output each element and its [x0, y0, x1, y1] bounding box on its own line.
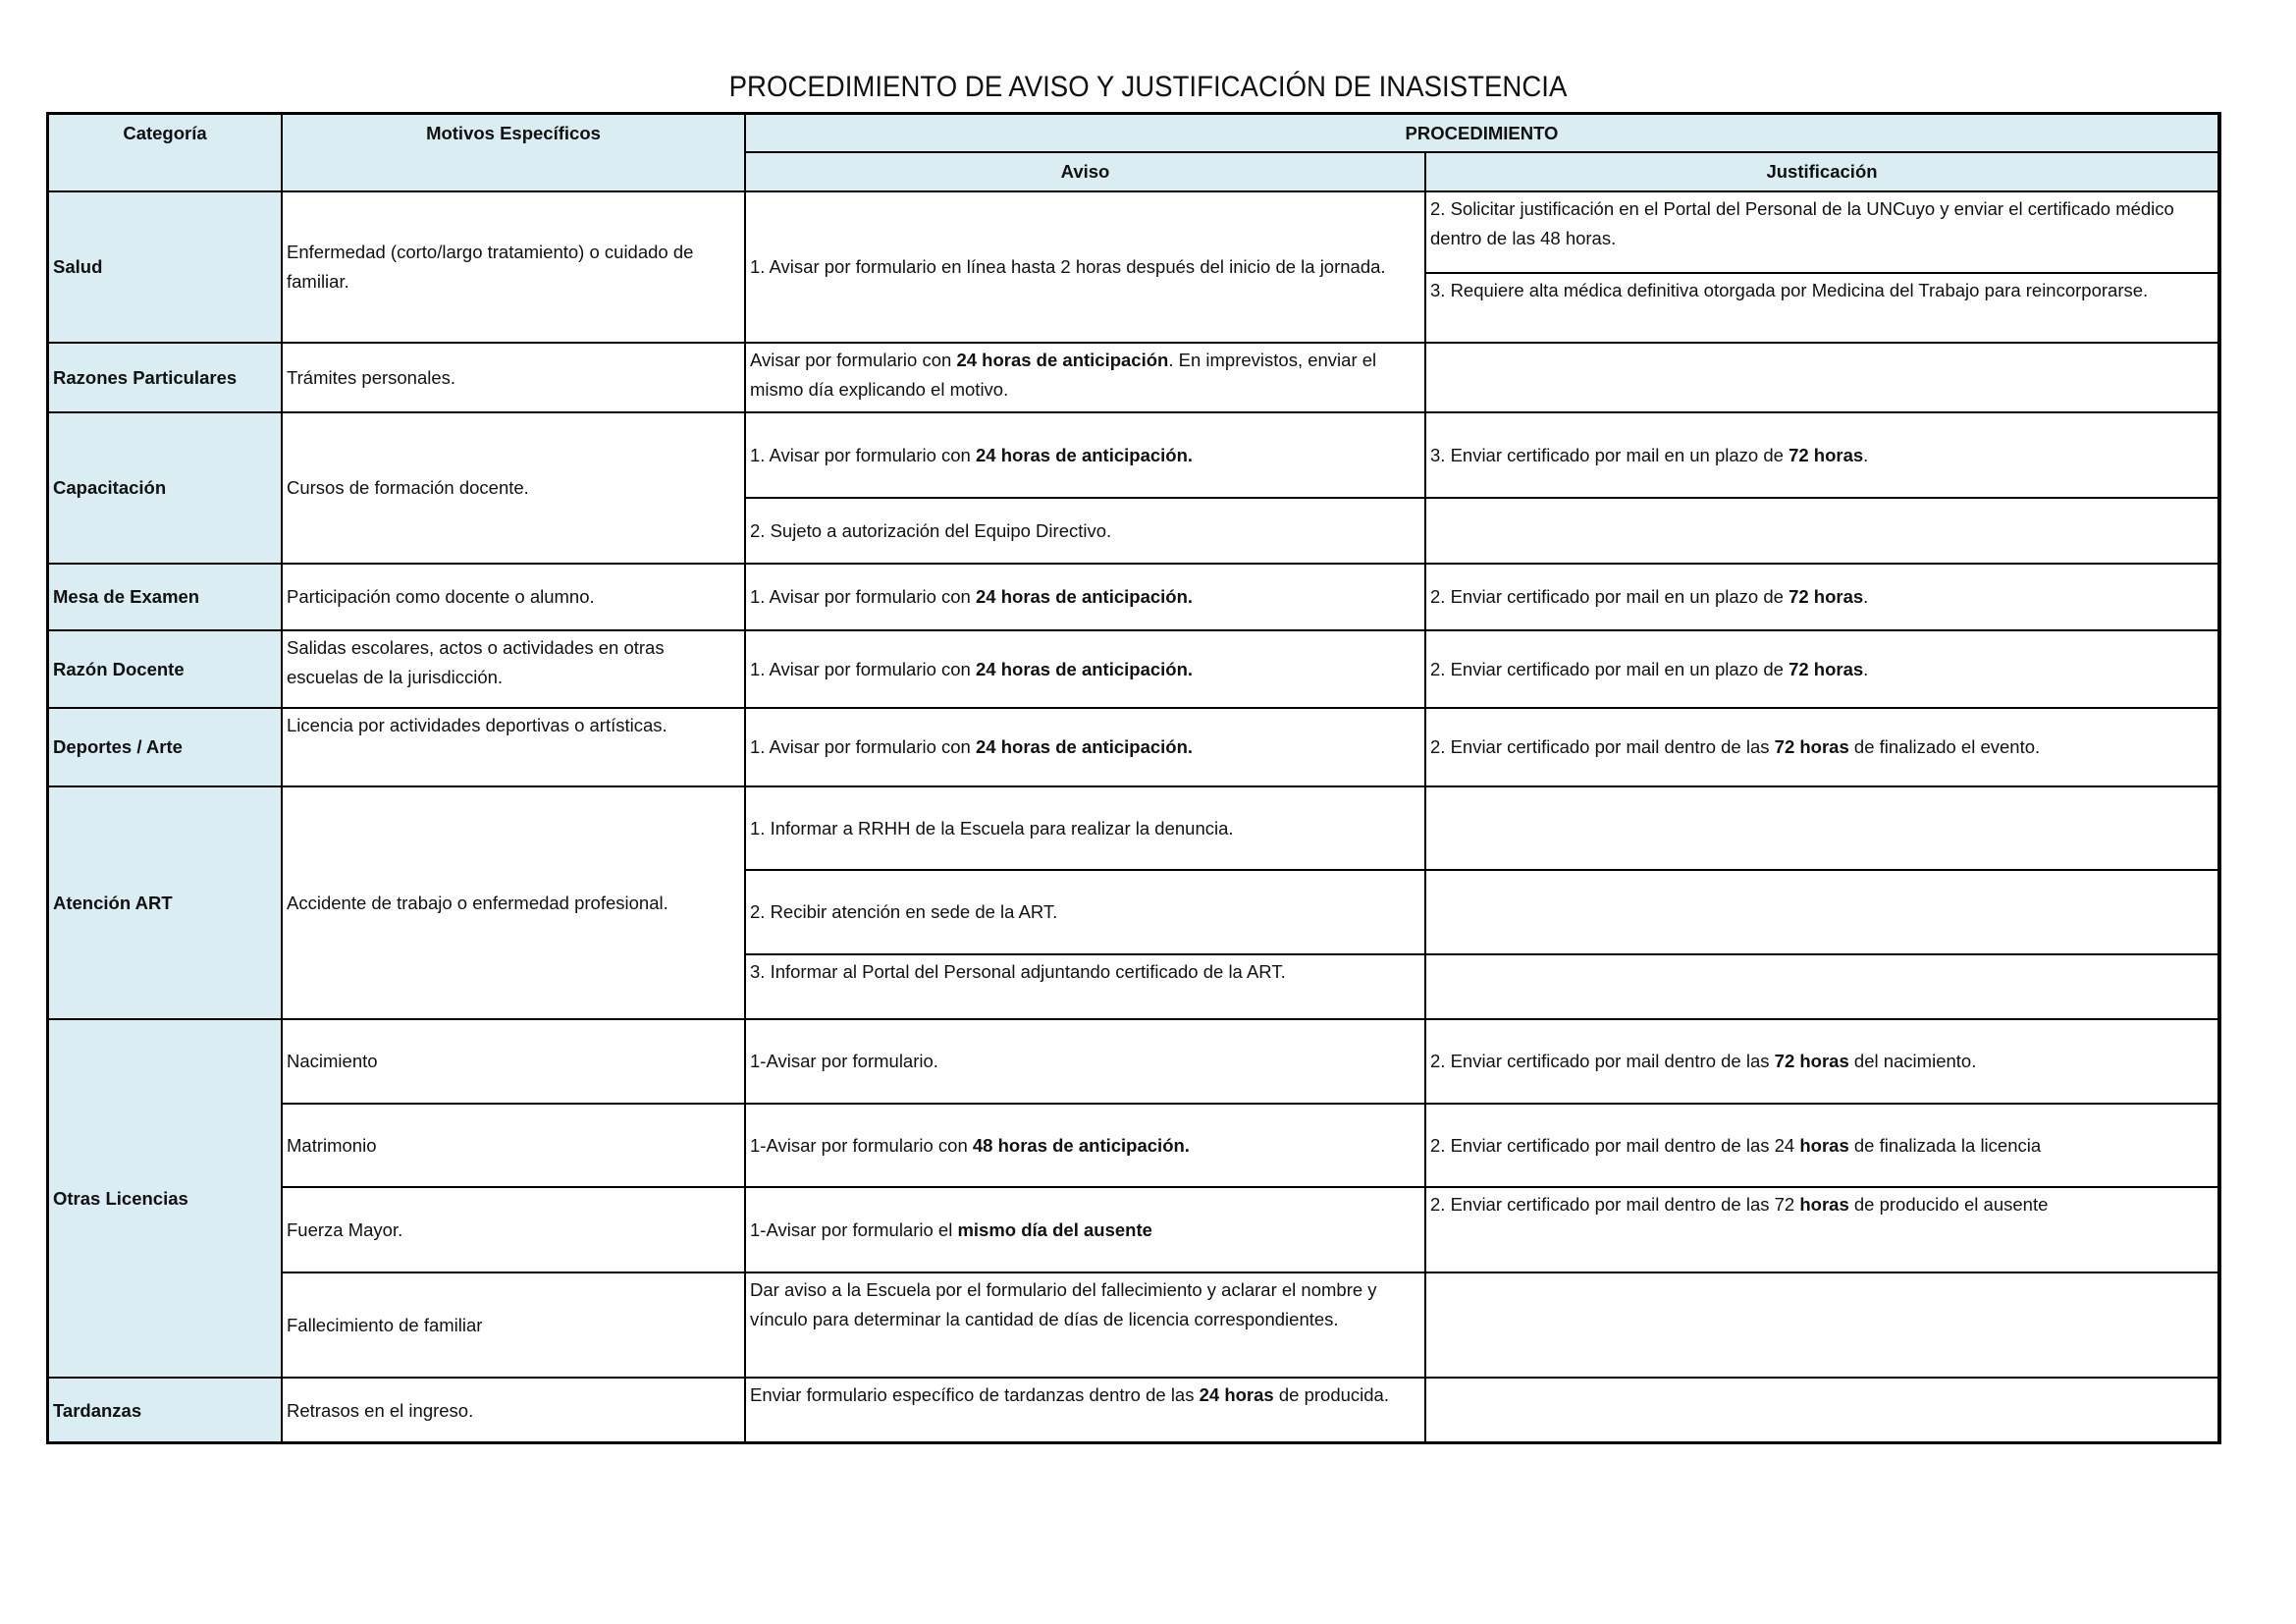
justificacion-deportes: 2. Enviar certificado por mail dentro de las 72 horas de finalizado el evento.	[1424, 707, 2219, 787]
motivo-fallecimiento: Fallecimiento de familiar	[281, 1272, 746, 1379]
justificacion-art-2	[1424, 869, 2219, 955]
aviso-capacitacion-1: 1. Avisar por formulario con 24 horas de anticipación.	[744, 411, 1426, 499]
aviso-matrimonio: 1-Avisar por formulario con 48 horas de anticipación.	[744, 1103, 1426, 1188]
category-art: Atención ART	[47, 785, 283, 1020]
justificacion-mesa: 2. Enviar certificado por mail en un plazo de 72 horas.	[1424, 563, 2219, 631]
aviso-art-2: 2. Recibir atención en sede de la ART.	[744, 869, 1426, 955]
motivo-salud: Enfermedad (corto/largo tratamiento) o cuidado de familiar.	[281, 190, 746, 344]
justificacion-art-3	[1424, 953, 2219, 1020]
motivo-art: Accidente de trabajo o enfermedad profesional.	[281, 785, 746, 1020]
category-tardanzas: Tardanzas	[47, 1377, 283, 1444]
aviso-docente: 1. Avisar por formulario con 24 horas de anticipación.	[744, 629, 1426, 709]
justificacion-salud-2: 3. Requiere alta médica definitiva otorgada por Medicina del Trabajo para reincorporarse.	[1424, 272, 2219, 344]
aviso-mesa: 1. Avisar por formulario con 24 horas de anticipación.	[744, 563, 1426, 631]
justificacion-docente: 2. Enviar certificado por mail en un plazo de 72 horas.	[1424, 629, 2219, 709]
category-docente: Razón Docente	[47, 629, 283, 709]
motivo-fuerza-mayor: Fuerza Mayor.	[281, 1186, 746, 1273]
header-aviso: Aviso	[744, 151, 1426, 192]
aviso-salud: 1. Avisar por formulario en línea hasta 2 horas después del inicio de la jornada.	[744, 190, 1426, 344]
document-title: PROCEDIMIENTO DE AVISO Y JUSTIFICACIÓN DE INASISTENCIA	[728, 71, 1568, 103]
justificacion-salud-1: 2. Solicitar justificación en el Portal del Personal de la UNCuyo y enviar el certificado médico dentro de las 48 horas.	[1424, 190, 2219, 274]
motivo-matrimonio: Matrimonio	[281, 1103, 746, 1188]
aviso-art-3: 3. Informar al Portal del Personal adjuntando certificado de la ART.	[744, 953, 1426, 1020]
header-motivos: Motivos Específicos	[281, 113, 746, 192]
motivo-razones: Trámites personales.	[281, 342, 746, 413]
aviso-fuerza-mayor: 1-Avisar por formulario el mismo día del ausente	[744, 1186, 1426, 1273]
aviso-capacitacion-2: 2. Sujeto a autorización del Equipo Directivo.	[744, 497, 1426, 565]
aviso-fallecimiento: Dar aviso a la Escuela por el formulario del fallecimiento y aclarar el nombre y vínculo para determinar la cantidad de días de licencia correspondientes.	[744, 1272, 1426, 1379]
category-deportes: Deportes / Arte	[47, 707, 283, 787]
category-razones: Razones Particulares	[47, 342, 283, 413]
motivo-docente: Salidas escolares, actos o actividades en otras escuelas de la jurisdicción.	[281, 629, 746, 709]
aviso-razones: Avisar por formulario con 24 horas de anticipación. En imprevistos, enviar el mismo día explicando el motivo.	[744, 342, 1426, 413]
category-mesa: Mesa de Examen	[47, 563, 283, 631]
justificacion-capacitacion-1: 3. Enviar certificado por mail en un plazo de 72 horas.	[1424, 411, 2219, 499]
aviso-deportes: 1. Avisar por formulario con 24 horas de anticipación.	[744, 707, 1426, 787]
header-categoria: Categoría	[47, 113, 283, 192]
justificacion-fallecimiento	[1424, 1272, 2219, 1379]
header-justificacion: Justificación	[1424, 151, 2219, 192]
justificacion-capacitacion-2	[1424, 497, 2219, 565]
justificacion-matrimonio: 2. Enviar certificado por mail dentro de las 24 horas de finalizada la licencia	[1424, 1103, 2219, 1188]
aviso-tardanzas: Enviar formulario específico de tardanzas dentro de las 24 horas de producida.	[744, 1377, 1426, 1444]
aviso-art-1: 1. Informar a RRHH de la Escuela para realizar la denuncia.	[744, 785, 1426, 871]
justificacion-nacimiento: 2. Enviar certificado por mail dentro de las 72 horas del nacimiento.	[1424, 1018, 2219, 1105]
justificacion-fuerza-mayor: 2. Enviar certificado por mail dentro de las 72 horas de producido el ausente	[1424, 1186, 2219, 1273]
category-salud: Salud	[47, 190, 283, 344]
aviso-nacimiento: 1-Avisar por formulario.	[744, 1018, 1426, 1105]
motivo-tardanzas: Retrasos en el ingreso.	[281, 1377, 746, 1444]
justificacion-razones	[1424, 342, 2219, 413]
motivo-capacitacion: Cursos de formación docente.	[281, 411, 746, 565]
motivo-mesa: Participación como docente o alumno.	[281, 563, 746, 631]
justificacion-art-1	[1424, 785, 2219, 871]
category-capacitacion: Capacitación	[47, 411, 283, 565]
motivo-deportes: Licencia por actividades deportivas o artísticas.	[281, 707, 746, 787]
justificacion-tardanzas	[1424, 1377, 2219, 1444]
header-procedimiento: PROCEDIMIENTO	[744, 113, 2219, 153]
category-otras: Otras Licencias	[47, 1018, 283, 1379]
motivo-nacimiento: Nacimiento	[281, 1018, 746, 1105]
